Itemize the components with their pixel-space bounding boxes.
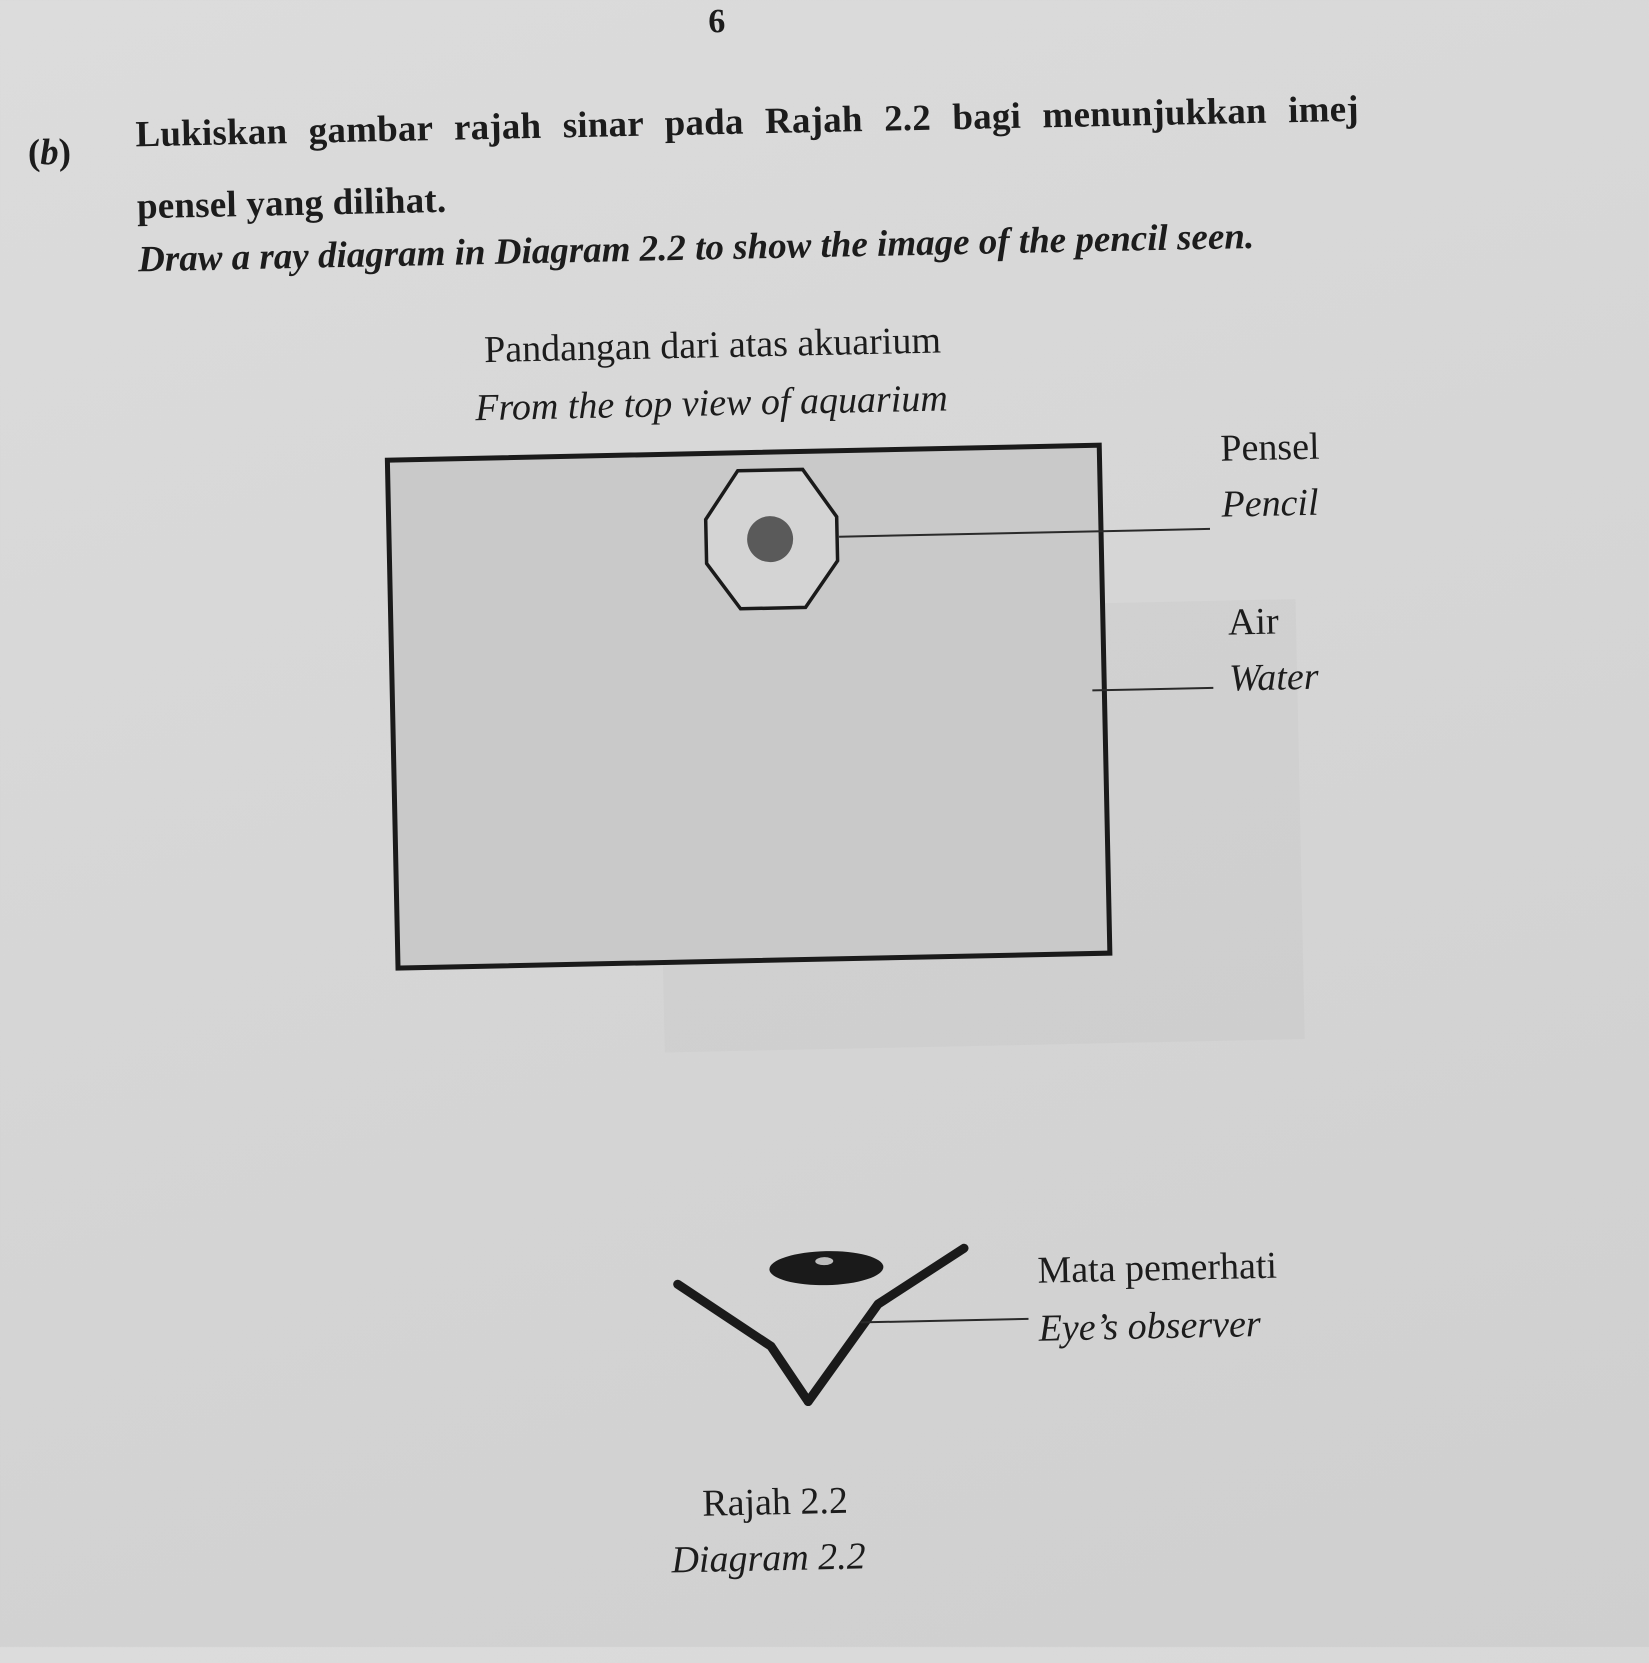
eye-leader-line: [861, 1319, 1029, 1323]
pencil-label-en: Pencil: [1221, 481, 1319, 526]
diagram-caption-en: Diagram 2.2: [671, 1535, 867, 1582]
water-label-bm: Air: [1227, 600, 1280, 644]
diagram-title-bm: Pandangan dari atas akuarium: [483, 319, 942, 372]
water-label-en: Water: [1228, 655, 1319, 700]
instruction-bm-line1: Lukiskan gambar rajah sinar pada Rajah 2.2 bagi menunjukkan imej: [135, 88, 1360, 156]
diagram-caption-bm: Rajah 2.2: [701, 1479, 849, 1525]
question-label: (b): [27, 131, 72, 174]
diagram-title-en: From the top view of aquarium: [474, 377, 949, 430]
instruction-en: Draw a ray diagram in Diagram 2.2 to show the image of the pencil seen.: [137, 215, 1255, 281]
question-letter: b: [39, 131, 60, 174]
pencil-label-bm: Pensel: [1219, 425, 1320, 470]
water-leader-line: [1092, 688, 1213, 691]
eye-label-bm: Mata pemerhati: [1037, 1244, 1278, 1292]
eye-label-en: Eye’s observer: [1038, 1303, 1262, 1350]
eye-icon: [677, 1248, 967, 1404]
instruction-bm-line2: pensel yang dilihat.: [136, 179, 447, 228]
page-number: 6: [707, 2, 726, 41]
